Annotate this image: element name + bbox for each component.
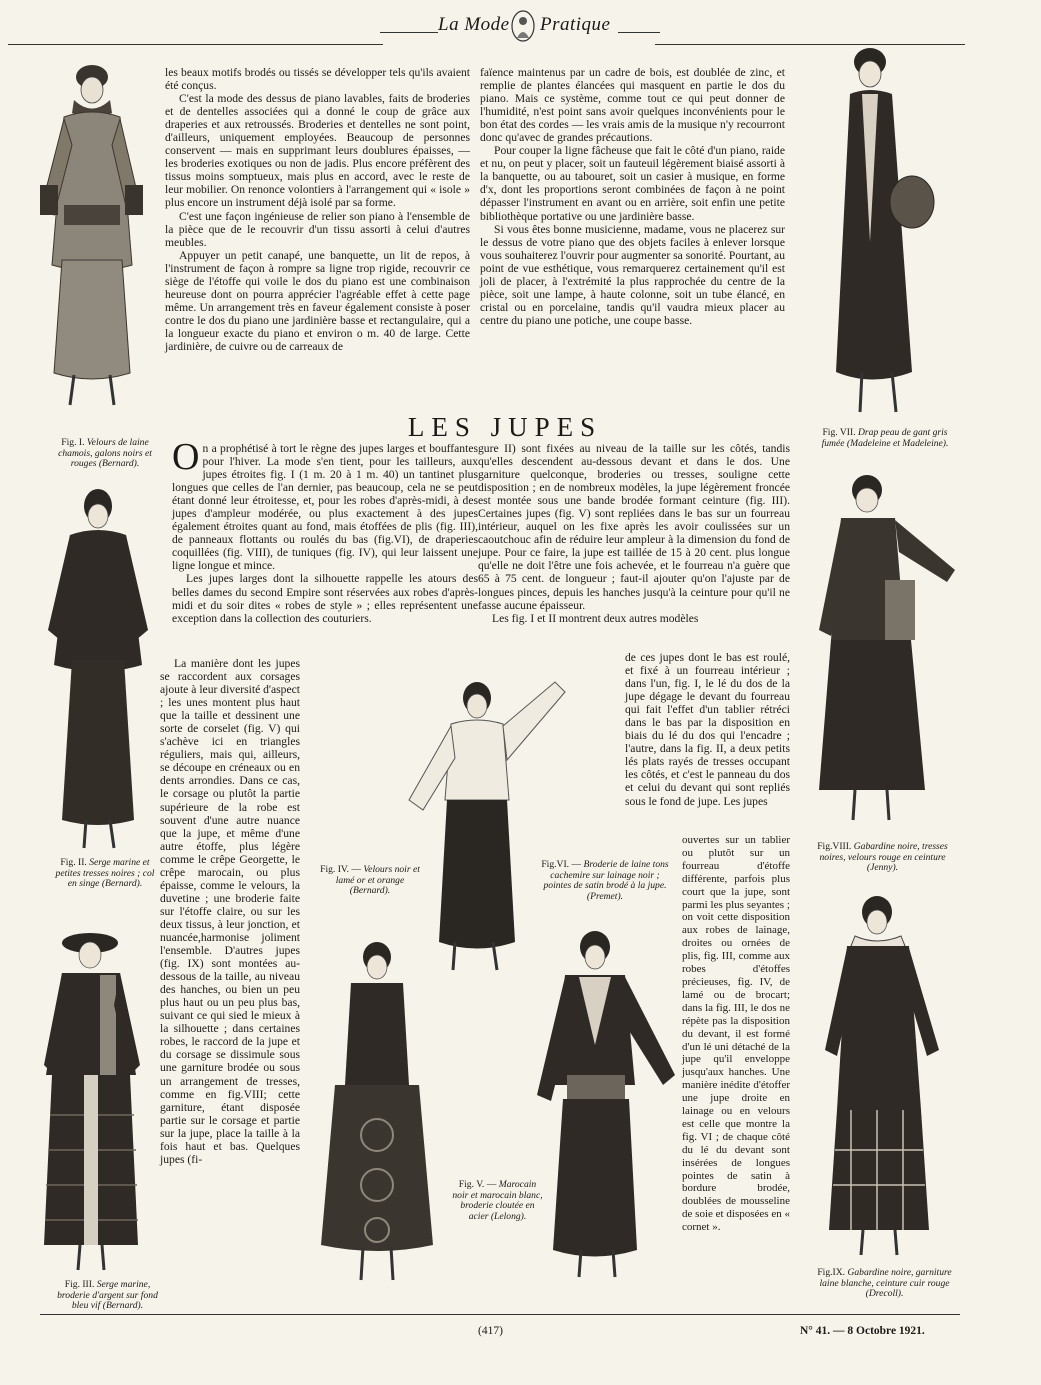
column-jupes-left-1 — [172, 436, 478, 625]
fig5-caption-number: Fig. V. — — [458, 1179, 497, 1190]
column-jupes-right-1 — [478, 442, 790, 625]
fig5-caption-text: Marocain noir et marocain blanc, broderie cloutée en acier (Lelong). — [452, 1179, 543, 1222]
fig1-caption-number: Fig. I. — [61, 437, 85, 448]
section-heading: LES JUPES — [407, 412, 603, 442]
page-number: (417) — [478, 1325, 503, 1337]
fig8-caption-text: Gabardine noire, tresses noires, velours rouge en ceinture (Jenny). — [819, 841, 948, 874]
fig6-caption — [540, 860, 670, 902]
paragraph: ouvertes sur un tablier ou plutôt sur un fourreau d'étoffe différente, parfois plus court que la jupe, sont parmi les plus seyantes ; on voit cette disposition aux robes de lainage, droites ou ornées de plis, fig. III, comme aux robes d'étoffes précieuses, fig. IV, de lamé ou de brocart; dans la fig. III, le dos ne répète pas la disposition du devant, il est formé d'un lé uni détaché de la jupe qu'il enveloppe jusqu'aux hanches. Une manière inédite d'étoffer une jupe droite en lainage ou en velours est celle que montre la fig. VI ; de chaque côté du lé du devant sont insérées de longues pointes de satin à bordure brodée, doublées de mousseline de soie et disposées en « cornet ». — [682, 834, 790, 1234]
paragraph: n a prophétisé à tort le règne des jupes larges et bouffantes pour l'hiver. La mode s'en tient, pour les tailleurs, aux jupes étroites fig. I (1 m. 20 à 1 m. 40) un tantinet plus longues que celles de l'an dernier, pas beaucoup, cela ne se peut étant donné leur étroitesse, et, pour les robes d'après-midi, à des jupes d'ampleur modérée, ou plus exactement à des jupes également étroites quant au fond, mais étoffées de plis (fig. III), de panneaux flottants ou roulés du bas (fig.VI), de draperies coquillées (fig. VIII), de tuniques (fig. IV), qui leur laissent une ligne longue et mince. — [172, 442, 478, 573]
fig6-caption-text: Broderie de laine tons cachemire sur lainage noir ; pointes de satin brodé à la jupe. (Premet). — [543, 859, 669, 902]
fig9-caption-number: Fig.IX. — [817, 1267, 846, 1278]
paragraph: Appuyer un petit canapé, une banquette, un lit de repos, à l'instrument de façon à rompre sa ligne trop rigide, recouvrir ce siège de l'étoffe qui voile le dos du piano est une combinaison heureuse dont on pourra apprécier l'agréable effet à cette page même. Un arrangement très en faveur également consiste à poser contre le dos du piano une jardinière basse et rectangulaire, qui a la longueur exacte du piano et environ o m. 40 de large. Cette jardinière, de cuivre ou de carreaux de — [165, 248, 470, 353]
fig4-caption-text: Velours noir et lamé or et orange (Bernard). — [335, 864, 420, 897]
paragraph: Si vous êtes bonne musicienne, madame, vous ne placerez sur le dessus de votre piano que des objets faciles à enlever lorsque vous souhaiterez l'ouvrir pour augmenter sa sonorité. Pourtant, au point de vue esthétique, vous remarquerez certainement qu'il est joli de placer, à l'extrémité la plus rapprochée du centre de la pièce, soit une lampe, à haute colonne, soit un tube élancé, en cristal ou en porcelaine, tandis qu'il vaudra mieux placer au centre du piano une potiche, une coupe basse. — [480, 222, 785, 327]
fig6-caption-number: Fig.VI. — — [541, 859, 582, 870]
issue-line: N° 41. — 8 Octobre 1921. — [800, 1325, 925, 1337]
paragraph: Les jupes larges dont la silhouette rappelle les atours des belles dames du second Empire sont réservées aux robes d'après-midi et du soir dites « robes de style » ; elles représentent une exception dans la collection des couturiers. — [172, 572, 478, 625]
fig2-caption-text: Serge marine et petites tresses noires ; col en singe (Bernard). — [55, 857, 155, 890]
masthead-brand-left: La Mode — [438, 14, 510, 35]
paragraph: faïence maintenus par un cadre de bois, est doublée de zinc, et remplie de plantes élancées qui masquent en partie le dos du piano. Mais ce système, comme tout ce qui peut donner de l'humidité, n'est point sans avoir quelques inconvénients pour le bon état des cordes — les vrais amis de la musique n'y recourront donc qu'avec de grandes précautions. — [480, 66, 785, 145]
fig2-caption — [55, 858, 155, 890]
masthead-emblem-icon — [508, 8, 538, 44]
footer-rule — [40, 1314, 960, 1315]
column-jupes-left-2 — [160, 657, 300, 1166]
column-jupes-right-2 — [625, 651, 790, 808]
paragraph: les beaux motifs brodés ou tissés se développer tels qu'ils avaient été conçus. — [165, 66, 470, 93]
fig5-caption — [450, 1180, 545, 1222]
masthead-brand-right: Pratique — [540, 14, 611, 35]
fig7-caption-number: Fig. VII. — [822, 427, 856, 438]
fig9-caption — [812, 1268, 957, 1300]
fig7-caption-text: Drap peau de gant gris fumée (Madeleine et Madeleine). — [821, 427, 949, 449]
fig1-caption-text: Velours de laine chamois, galons noirs et rouges (Bernard). — [58, 437, 152, 470]
fig8-caption — [805, 842, 960, 874]
fig2-caption-number: Fig. II. — [60, 857, 87, 868]
column-jupes-right-3 — [682, 834, 790, 1234]
fig4-caption — [315, 865, 425, 897]
paragraph: Les fig. I et II montrent deux autres modèles — [492, 611, 699, 625]
fig1-illustration — [22, 55, 157, 430]
fig7-illustration — [812, 42, 962, 427]
drop-cap: O — [172, 436, 200, 478]
paragraph: de ces jupes dont le bas est roulé, et fixé à un fourreau intérieur ; dans l'un, fig. I, le lé du dos de la jupe dégage le devant du fourreau qui fait l'effet d'un tablier rétréci dans le bas par la disposition en biais du lé du dos qui l'encadre ; l'autre, dans la fig. II, a deux petits lés plats rayés de tresses occupant les côtés, et c'est le panneau du dos et celui du devant qui sont repliés sous le fond de jupe. Les jupes — [625, 651, 790, 808]
fig2-illustration — [30, 480, 158, 855]
paragraph: gure II) sont fixées au niveau de la taille sur les côtés, tandis qu'elles descendent au-dessous devant et dans le dos. Une garniture quelconque, broderies ou tresses, souligne cette disposition ; en de nombreux modèles, la jupe légèrement froncée est montée sous une bande brodée formant ceinture (fig. III). Certaines jupes (fig. V) sont repliées dans le bas sur un fourreau intérieur, auquel on les fixe après les avoir coulissées sur un caoutchouc afin de réduire leur ampleur à la dimension du fond de jupe. Pour ce faire, la jupe est taillée de 15 à 20 cent. plus longue qu'elle ne doit l'être une fois achevée, et le fourreau n'a guère que 65 à 75 cent. de longueur ; faut-il ajouter qu'on l'ajuste par de longues pinces, depuis les hanches jusqu'à la ceinture pour qu'il ne fasse aucune épaisseur. — [478, 442, 790, 612]
fig8-illustration — [815, 470, 965, 840]
fig3-caption-text: Serge marine, broderie d'argent sur fond bleu vif (Bernard). — [57, 1279, 158, 1312]
fig5-illustration — [525, 925, 695, 1305]
paragraph: C'est la mode des dessus de piano lavables, faits de broderies et de dentelles associées qui a donné le coup de grâce aux draperies et aux retroussés. Broderies et dentelles ne sont point, d'ailleurs, uniquement employées. Beaucoup de personnes conservent — mais en supprimant leurs doublures épaisses, — les broderies exotiques ou non de jadis. Plus encore préfèrent des tissus moins somptueux, mais plus en accord, avec le reste de leur mobilier. On renonce volontiers à l'arrangement qui « isole » plus encore un instrument déjà isolé par sa forme. — [165, 92, 470, 210]
fig1-caption — [55, 438, 155, 470]
fig6-illustration — [315, 935, 450, 1305]
fig4-caption-number: Fig. IV. — — [320, 864, 361, 875]
fig7-caption — [815, 428, 955, 449]
column-top-right — [480, 66, 785, 327]
masthead — [380, 4, 660, 44]
paragraph: Pour couper la ligne fâcheuse que fait le côté d'un piano, raide et nu, on peut y placer, soit un fauteuil légèrement biaisé assorti à la banquette, ou au tabouret, soit un casier à musique, en forme d'x, dont les proportions seront combinées de façon à ne point dépasser l'instrument en avant ou en arrière, soit enfin une petite bibliothèque portative ou une jardinière basse. — [480, 144, 785, 223]
fig3-illustration — [40, 925, 160, 1280]
paragraph: La manière dont les jupes se raccordent aux corsages ajoute à leur diversité d'aspect ; les unes montent plus haut que la taille et dessinent une sorte de corselet (fig. V) qui s'achève ici en triangles réguliers, mais qui, ailleurs, se découpe en créneaux ou en dents arrondies. Dans ce cas, le corsage ou plutôt la partie supérieure de la robe est souvent d'une autre nuance que la jupe, et même d'une autre étoffe, plus légère comme le crêpe Georgette, le crêpe marocain, ou plus épaisse, comme le velours, la duvetine ; une broderie faite sur l'étoffe claire, ou sur les deux tissus, à leur jonction, et nuancée,harmonise joliment l'ensemble. D'autres jupes (fig. IX) sont montées au-dessous de la taille, au niveau des hanches, ou bien un peu plus haut ou un peu plus bas, suivant ce qui sied le mieux à la silhouette ; dans certaines robes, le raccord de la jupe et du corsage se dissimule sous une garniture brodée ou sous un arrangement de tresses, comme en fig.VIII; cette garniture, étant disposée partie sur le corsage et partie sur la jupe, place la taille à la fois haut et bas. Quelques jupes (fi- — [160, 657, 300, 1166]
paragraph: C'est une façon ingénieuse de relier son piano à l'ensemble de la pièce que de le recouvrir d'un tissu assorti à celui d'autres meubles. — [165, 209, 470, 249]
fig8-caption-number: Fig.VIII. — [817, 841, 852, 852]
fig3-caption-number: Fig. III. — [64, 1279, 95, 1290]
fig3-caption — [55, 1280, 160, 1312]
column-top-left — [165, 66, 470, 353]
fig9-caption-text: Gabardine noire, garniture laine blanche, ceinture cuir rouge (Drecoll). — [819, 1267, 952, 1300]
header-rule-left — [8, 44, 383, 45]
fig9-illustration — [815, 890, 955, 1265]
